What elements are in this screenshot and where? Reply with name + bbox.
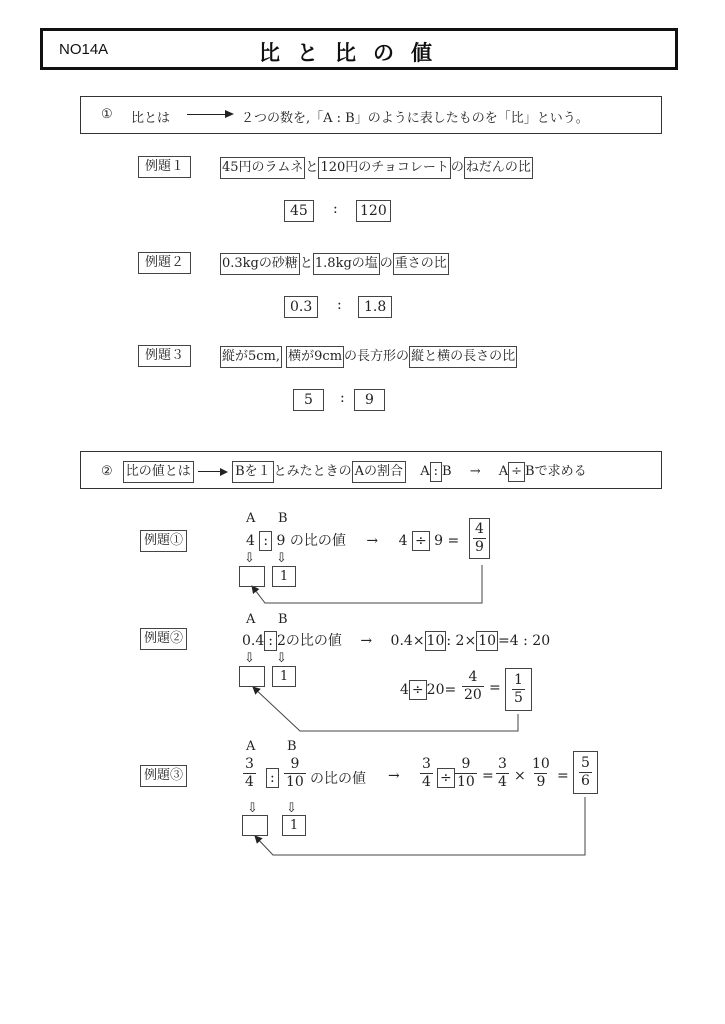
times: ×: [412, 633, 425, 649]
ratio-answer-a: 0.3: [284, 296, 318, 318]
col-label-a: A: [246, 739, 256, 754]
result-fraction: [579, 755, 592, 790]
ratio-value-suffix: の比の値: [289, 533, 346, 549]
result-box: [573, 751, 598, 794]
var-a: A: [420, 464, 430, 479]
col-label-a: A: [246, 511, 256, 526]
numerator: 3: [245, 756, 254, 772]
example-label: 例題２: [138, 252, 191, 274]
ratio-answer-b: 120: [356, 200, 391, 222]
calc-a: 4: [400, 682, 409, 698]
scaled-ratio: 4 : 20: [509, 633, 551, 649]
ratio-definition-text: ２つの数を,「A : B」のように表したものを「比」という。: [241, 111, 589, 126]
connector: の: [450, 160, 464, 175]
equals: =: [447, 533, 460, 549]
ratio-value-calc: [400, 680, 456, 700]
numerator: 10: [532, 756, 550, 772]
calc-b: 2: [455, 633, 465, 649]
colon-box: :: [259, 531, 272, 551]
connector: で求める: [534, 464, 587, 479]
boxed-term: 120円のチョコレート: [318, 157, 450, 179]
colon-box: :: [264, 631, 277, 651]
numerator: 5: [581, 755, 590, 771]
colon-box: :: [430, 462, 442, 482]
calc-a: 0.4: [390, 633, 413, 649]
numerator: 4: [468, 669, 478, 685]
var-b: B: [441, 464, 452, 479]
ratio-value-term: 比の値とは: [123, 461, 194, 483]
col-label-b: B: [287, 739, 297, 754]
ratio-answer-a: 45: [284, 200, 314, 222]
ratio-value-suffix: の比の値: [285, 633, 342, 649]
b-as-one-term: Bを１: [232, 461, 274, 483]
section-number: ①: [101, 107, 113, 122]
calc-b: 20: [426, 682, 445, 698]
example-label: 例題３: [138, 345, 191, 367]
boxed-term: ねだんの比: [464, 157, 533, 179]
boxed-term: 縦と横の長さの比: [409, 346, 517, 368]
numerator: 4: [475, 521, 484, 537]
ratio-answer-b: 9: [354, 389, 385, 411]
boxed-term: 0.3kgの砂糖: [220, 253, 300, 275]
example-label: 例題１: [138, 156, 191, 178]
denominator: 9: [475, 539, 484, 555]
boxed-term: 45円のラムネ: [220, 157, 305, 179]
example-label: 例題③: [140, 765, 187, 787]
calc-fraction: [530, 756, 552, 791]
times: ×: [514, 768, 526, 784]
denominator: 4: [245, 774, 254, 790]
ratio-term: 比とは: [131, 111, 171, 126]
one-box: 1: [272, 666, 296, 687]
section-number: ②: [101, 464, 113, 479]
one-box: 1: [272, 566, 296, 587]
ratio-answer-b: 1.8: [358, 296, 392, 318]
numerator: 9: [461, 756, 471, 772]
calc-fraction: [496, 756, 509, 791]
ratio-expression: [246, 530, 459, 551]
denominator: 4: [422, 774, 431, 790]
connector: と: [299, 256, 313, 271]
right-arrow-icon: →: [366, 533, 379, 549]
divide-box: ÷: [412, 531, 430, 551]
equals: =: [444, 682, 457, 698]
connector: と: [305, 160, 319, 175]
colon-box: :: [266, 768, 279, 788]
ratio-b: 9: [276, 533, 286, 549]
ratio-b: 2: [276, 633, 286, 649]
divide-box: ÷: [508, 462, 525, 482]
denominator: 10: [286, 774, 304, 790]
right-arrow-icon: →: [469, 464, 481, 479]
boxed-term: 1.8kgの塩: [313, 253, 380, 275]
down-arrow-icon: ⇩: [276, 651, 287, 666]
calc-a: 4: [398, 533, 408, 549]
down-arrow-icon: ⇩: [244, 651, 255, 666]
col-label-a: A: [246, 612, 256, 627]
multiplier-box: 10: [426, 633, 445, 649]
equals: =: [482, 768, 494, 784]
answer-blank-box[interactable]: [239, 566, 265, 587]
multiplier-box: 10: [478, 633, 497, 649]
a-ratio-term: Aの割合: [352, 461, 406, 483]
var-b: B: [525, 464, 535, 479]
example-label: 例題①: [140, 530, 187, 552]
worksheet-title: 比と比の値: [259, 40, 449, 65]
boxed-term: 横が9cm: [286, 346, 344, 368]
ratio-a: 0.4: [242, 633, 265, 649]
right-arrow-icon: →: [388, 768, 400, 784]
connector: の: [379, 256, 393, 271]
col-label-b: B: [278, 511, 288, 526]
equals: =: [557, 768, 569, 784]
connector: とみたときの: [273, 464, 352, 479]
result-box: [469, 518, 490, 559]
ratio-a-fraction: [243, 756, 256, 791]
times: ×: [464, 633, 477, 649]
right-arrow-icon: →: [360, 633, 373, 649]
boxed-term: 縦が5cm,: [220, 346, 282, 368]
col-label-b: B: [278, 612, 288, 627]
result-fraction: [473, 521, 486, 556]
one-box: 1: [282, 815, 306, 836]
denominator: 20: [464, 687, 482, 703]
denominator: 6: [581, 773, 590, 789]
ratio-a: 4: [246, 533, 255, 549]
ratio-b-fraction: [284, 756, 306, 791]
numerator: 3: [498, 756, 507, 772]
equals: =: [498, 633, 510, 649]
denominator: 9: [536, 774, 546, 790]
intermediate-fraction: [462, 669, 484, 704]
ratio-answer-a: 5: [293, 389, 324, 411]
denominator: 10: [457, 774, 475, 790]
numerator: 3: [422, 756, 431, 772]
ratio-colon: :: [340, 390, 345, 406]
ratio-colon: :: [333, 201, 338, 217]
numerator: 1: [514, 672, 523, 688]
worksheet-code: NO14A: [59, 41, 109, 58]
answer-blank-box[interactable]: [239, 666, 265, 687]
down-arrow-icon: ⇩: [276, 551, 287, 566]
equals: =: [489, 680, 501, 696]
boxed-term: 重さの比: [393, 253, 449, 275]
result-fraction: [512, 672, 525, 707]
var-a: A: [498, 464, 509, 479]
divide-box: ÷: [409, 680, 427, 700]
denominator: 4: [498, 774, 507, 790]
ratio-value-suffix: の比の値: [310, 771, 366, 787]
down-arrow-icon: ⇩: [286, 801, 297, 816]
down-arrow-icon: ⇩: [247, 801, 258, 816]
divide-box: ÷: [437, 768, 455, 788]
ratio-expression: [242, 630, 550, 651]
calc-b: 9: [434, 533, 444, 549]
answer-blank-box[interactable]: [242, 815, 268, 836]
denominator: 5: [514, 690, 523, 706]
connector: の長方形の: [344, 349, 410, 364]
numerator: 9: [290, 756, 300, 772]
calc-fraction: [455, 756, 477, 791]
example-label: 例題②: [140, 628, 187, 650]
colon: :: [446, 633, 452, 649]
down-arrow-icon: ⇩: [244, 551, 255, 566]
ratio-colon: :: [337, 297, 342, 313]
calc-fraction: [420, 756, 433, 791]
result-box: [505, 668, 532, 711]
